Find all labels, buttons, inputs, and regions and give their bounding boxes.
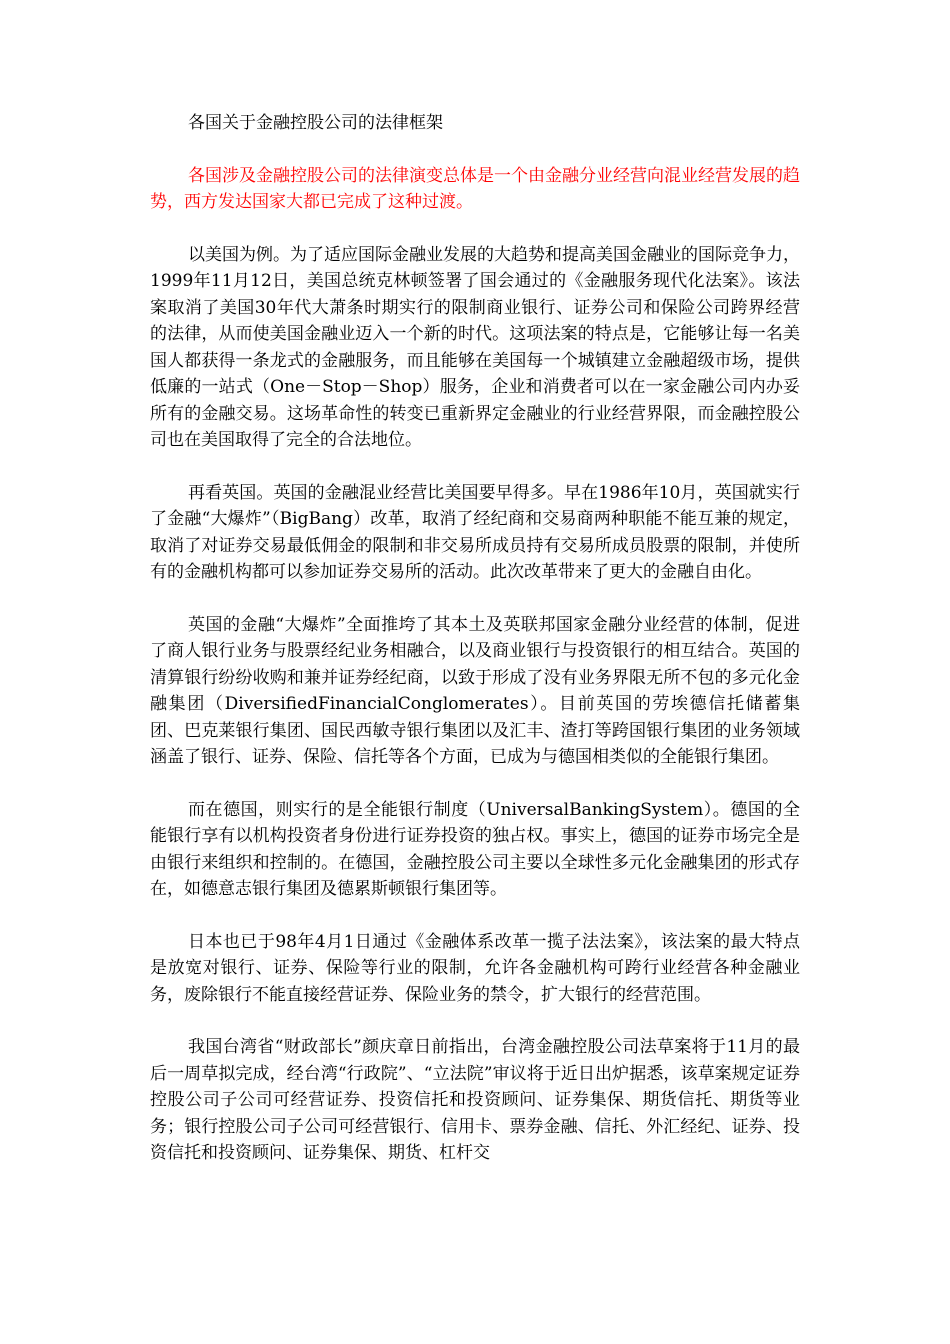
lead-paragraph: 各国涉及金融控股公司的法律演变总体是一个由金融分业经营向混业经营发展的趋势，西方发达国家大都已完成了这种过渡。 (150, 165, 800, 212)
paragraph-germany: 而在德国，则实行的是全能银行制度（UniversalBankingSystem）。德国的全能银行享有以机构投资者身份进行证券投资的独占权。事实上，德国的证券市场完全是由银行来组织和控制的。在德国，金融控股公司主要以全球性多元化金融集团的形式存在，如德意志银行集团及德累斯顿银行集团等。 (150, 799, 800, 899)
paragraph-uk-bigbang: 再看英国。英国的金融混业经营比美国要早得多。早在1986年10月，英国就实行了金融“大爆炸”（BigBang）改革，取消了经纪商和交易商两种职能不能互兼的规定，取消了对证券交易最低佣金的限制和非交易所成员持有交易所成员股票的限制，并使所有的金融机构都可以参加证券交易所的活动。此次改革带来了更大的金融自由化。 (150, 482, 800, 582)
paragraph-japan: 日本也已于98年4月1日通过《金融体系改革一揽子法法案》，该法案的最大特点是放宽对银行、证券、保险等行业的限制，允许各金融机构可跨行业经营各种金融业务，废除银行不能直接经营证券、保险业务的禁令，扩大银行的经营范围。 (150, 931, 800, 1005)
paragraph-taiwan: 我国台湾省“财政部长”颜庆章日前指出，台湾金融控股公司法草案将于11月的最后一周草拟完成，经台湾“行政院”、“立法院”审议将于近日出炉据悉，该草案规定证券控股公司子公司可经营证券、投资信托和投资顾问、证券集保、期货信托、期货等业务；银行控股公司子公司可经营银行、信用卡、票券金融、信托、外汇经纪、证券、投资信托和投资顾问、证券集保、期货、杠杆交 (150, 1037, 800, 1163)
paragraph-uk-conglomerates: 英国的金融“大爆炸”全面推垮了其本土及英联邦国家金融分业经营的体制，促进了商人银行业务与股票经纪业务相融合，以及商业银行与投资银行的相互结合。英国的清算银行纷纷收购和兼并证券经纪商，以致于形成了没有业务界限无所不包的多元化金融集团（DiversifiedFinancialConglomerates）。目前英国的劳埃德信托储蓄集团、巴克莱银行集团、国民西敏寺银行集团以及汇丰、渣打等跨国银行集团的业务领域涵盖了银行、证券、保险、信托等各个方面，已成为与德国相类似的全能银行集团。 (150, 614, 800, 767)
document-title: 各国关于金融控股公司的法律框架 (188, 113, 443, 133)
paragraph-usa: 以美国为例。为了适应国际金融业发展的大趋势和提高美国金融业的国际竞争力，1999年11月12日，美国总统克林顿签署了国会通过的《金融服务现代化法案》。该法案取消了美国30年代大萧条时期实行的限制商业银行、证券公司和保险公司跨界经营的法律，从而使美国金融业迈入一个新的时代。这项法案的特点是，它能够让每一名美国人都获得一条龙式的金融服务，而且能够在美国每一个城镇建立金融超级市场，提供低廉的一站式（One－Stop－Shop）服务，企业和消费者可以在一家金融公司内办妥所有的金融交易。这场革命性的转变已重新界定金融业的行业经营界限，而金融控股公司也在美国取得了完全的合法地位。 (150, 244, 800, 450)
document-body (150, 110, 800, 1193)
